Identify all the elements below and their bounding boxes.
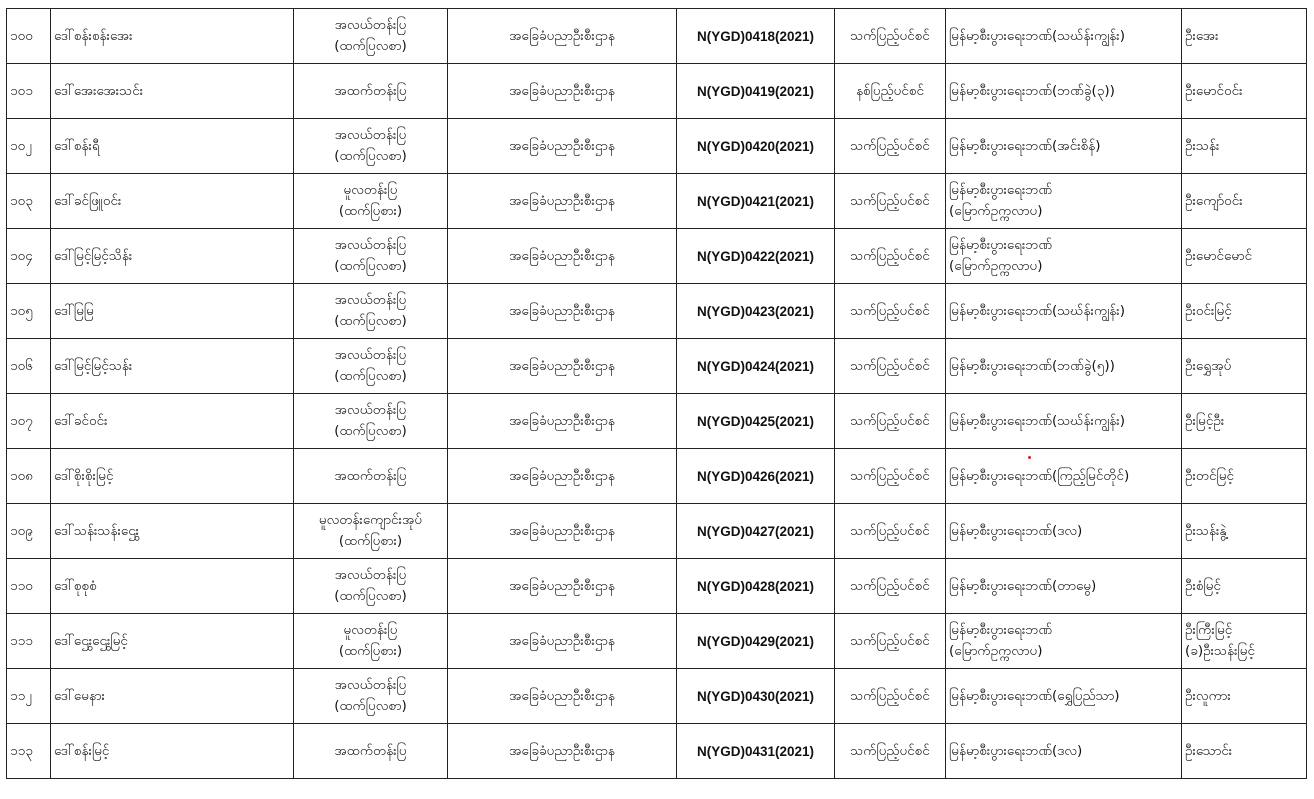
bank-branch-cell xyxy=(946,559,1182,614)
teacher-level-cell-line: (ထက်ပြစား) xyxy=(338,643,403,659)
father-name-cell xyxy=(1182,284,1307,339)
bank-branch-cell xyxy=(946,9,1182,64)
teacher-level-cell xyxy=(294,119,448,174)
row-number-cell: ၁၁၀ xyxy=(7,559,51,614)
bank-branch-cell xyxy=(946,504,1182,559)
teacher-level-cell xyxy=(294,394,448,449)
department-cell: အခြေခံပညာဦးစီးဌာန xyxy=(448,504,677,559)
department-cell: အခြေခံပညာဦးစီးဌာန xyxy=(448,559,677,614)
pension-type-cell: သက်ပြည့်ပင်စင် xyxy=(835,394,946,449)
father-name-cell-line: ဦးကြီးမြင့် xyxy=(1185,622,1233,638)
department-cell: အခြေခံပညာဦးစီးဌာန xyxy=(448,119,677,174)
teacher-level-cell xyxy=(294,284,448,339)
father-name-cell-line: ဦးမောင်ဝင်း xyxy=(1185,82,1243,99)
registration-cell: N(YGD)0419(2021) xyxy=(677,64,835,119)
bank-branch-cell xyxy=(946,669,1182,724)
teacher-level-cell xyxy=(294,9,448,64)
pension-type-cell: နစ်ပြည့်ပင်စင် xyxy=(835,64,946,119)
table-body xyxy=(7,9,1307,779)
name-cell: ဒေါ်မြင့်မြင့်သိန်း xyxy=(51,229,294,284)
father-name-cell-line: ဦးမောင်မောင် xyxy=(1185,247,1253,264)
pension-type-cell: သက်ပြည့်ပင်စင် xyxy=(835,284,946,339)
father-name-cell-line: (ခ)ဦးသန်းမြင့် xyxy=(1185,643,1255,659)
teacher-level-cell xyxy=(294,614,448,669)
name-cell: ဒေါ်ဌွေးဌွေးမြင့် xyxy=(51,614,294,669)
name-cell: ဒေါ်စန်းရီ xyxy=(51,119,294,174)
registration-cell: N(YGD)0420(2021) xyxy=(677,119,835,174)
department-cell: အခြေခံပညာဦးစီးဌာန xyxy=(448,339,677,394)
department-cell: အခြေခံပညာဦးစီးဌာန xyxy=(448,724,677,779)
registration-cell: N(YGD)0423(2021) xyxy=(677,284,835,339)
table-row xyxy=(7,504,1307,559)
name-cell: ဒေါ်မြမြ xyxy=(51,284,294,339)
department-cell: အခြေခံပညာဦးစီးဌာန xyxy=(448,64,677,119)
teacher-level-cell xyxy=(294,504,448,559)
father-name-cell xyxy=(1182,394,1307,449)
bank-branch-cell-line: (မြောက်ဥက္ကလာပ) xyxy=(949,643,1043,659)
bank-branch-cell-line: မြန်မာ့စီးပွားရေးဘဏ်(သဃ်န်းကျွန်း) xyxy=(949,27,1125,44)
father-name-cell xyxy=(1182,174,1307,229)
bank-branch-cell xyxy=(946,614,1182,669)
father-name-cell xyxy=(1182,724,1307,779)
name-cell: ဒေါ်သန်းသန်းဌွေး xyxy=(51,504,294,559)
teacher-level-cell-line: အလယ်တန်းပြ xyxy=(334,567,407,583)
pension-type-cell: သက်ပြည့်ပင်စင် xyxy=(835,9,946,64)
name-cell: ဒေါ်ခင်ဝင်း xyxy=(51,394,294,449)
teacher-level-cell-line: အလယ်တန်းပြ xyxy=(334,292,407,308)
teacher-level-cell-line: (ထက်ပြလစာ) xyxy=(334,368,407,384)
registration-cell: N(YGD)0426(2021) xyxy=(677,449,835,504)
pension-type-cell: သက်ပြည့်ပင်စင် xyxy=(835,174,946,229)
pension-type-cell: သက်ပြည့်ပင်စင် xyxy=(835,449,946,504)
row-number-cell: ၁၁၁ xyxy=(7,614,51,669)
teacher-level-cell-line: အထက်တန်းပြ xyxy=(334,82,407,99)
father-name-cell xyxy=(1182,449,1307,504)
father-name-cell xyxy=(1182,64,1307,119)
red-dot-mark xyxy=(1028,456,1031,459)
father-name-cell xyxy=(1182,559,1307,614)
father-name-cell xyxy=(1182,504,1307,559)
department-cell: အခြေခံပညာဦးစီးဌာန xyxy=(448,9,677,64)
bank-branch-cell xyxy=(946,284,1182,339)
table-row xyxy=(7,284,1307,339)
row-number-cell: ၁၀၉ xyxy=(7,504,51,559)
bank-branch-cell-line: (မြောက်ဥက္ကလာပ) xyxy=(949,203,1043,219)
bank-branch-cell xyxy=(946,119,1182,174)
department-cell: အခြေခံပညာဦးစီးဌာန xyxy=(448,284,677,339)
father-name-cell-line: ဦးသန်း xyxy=(1185,137,1220,154)
table-row xyxy=(7,174,1307,229)
bank-branch-cell xyxy=(946,174,1182,229)
father-name-cell xyxy=(1182,9,1307,64)
pension-type-cell: သက်ပြည့်ပင်စင် xyxy=(835,669,946,724)
father-name-cell-line: ဦးအေး xyxy=(1185,27,1219,44)
registration-cell: N(YGD)0424(2021) xyxy=(677,339,835,394)
table-row xyxy=(7,9,1307,64)
name-cell: ဒေါ်စန်းစန်းအေး xyxy=(51,9,294,64)
teacher-level-cell xyxy=(294,724,448,779)
pension-type-cell: သက်ပြည့်ပင်စင် xyxy=(835,504,946,559)
teacher-level-cell-line: အလယ်တန်းပြ xyxy=(334,237,407,253)
teacher-level-cell-line: မူလတန်းပြ xyxy=(343,622,398,638)
teacher-level-cell xyxy=(294,449,448,504)
bank-branch-cell-line: မြန်မာ့စီးပွားရေးဘဏ်(သဃ်န်းကျွန်း) xyxy=(949,412,1125,429)
department-cell: အခြေခံပညာဦးစီးဌာန xyxy=(448,174,677,229)
bank-branch-cell-line: မြန်မာ့စီးပွားရေးဘဏ် xyxy=(949,237,1053,253)
table-row xyxy=(7,119,1307,174)
teacher-level-cell-line: (ထက်ပြလစာ) xyxy=(334,423,407,439)
teacher-level-cell-line: (ထက်ပြလစာ) xyxy=(334,698,407,714)
father-name-cell-line: ဦးစံမြင့် xyxy=(1185,577,1221,594)
registration-cell: N(YGD)0427(2021) xyxy=(677,504,835,559)
table-row xyxy=(7,559,1307,614)
teacher-level-cell-line: (ထက်ပြလစာ) xyxy=(334,588,407,604)
teacher-level-cell xyxy=(294,339,448,394)
row-number-cell: ၁၀၀ xyxy=(7,9,51,64)
bank-branch-cell-line: မြန်မာ့စီးပွားရေးဘဏ်(ဘဏ်ခွဲ(၅)) xyxy=(949,357,1115,374)
table-row xyxy=(7,449,1307,504)
registration-cell: N(YGD)0425(2021) xyxy=(677,394,835,449)
row-number-cell: ၁၀၂ xyxy=(7,119,51,174)
pension-type-cell: သက်ပြည့်ပင်စင် xyxy=(835,724,946,779)
father-name-cell xyxy=(1182,119,1307,174)
teacher-level-cell-line: (ထက်ပြစား) xyxy=(338,533,403,549)
row-number-cell: ၁၀၇ xyxy=(7,394,51,449)
teacher-level-cell-line: အထက်တန်းပြ xyxy=(334,742,407,759)
name-cell: ဒေါ်စုစုစံ xyxy=(51,559,294,614)
pension-type-cell: သက်ပြည့်ပင်စင် xyxy=(835,339,946,394)
pension-type-cell: သက်ပြည့်ပင်စင် xyxy=(835,614,946,669)
bank-branch-cell-line: မြန်မာ့စီးပွားရေးဘဏ်(ဒလ) xyxy=(949,522,1083,539)
department-cell: အခြေခံပညာဦးစီးဌာန xyxy=(448,669,677,724)
father-name-cell xyxy=(1182,614,1307,669)
row-number-cell: ၁၀၃ xyxy=(7,174,51,229)
bank-branch-cell-line: မြန်မာ့စီးပွားရေးဘဏ်(ဘဏ်ခွဲ(၃)) xyxy=(949,82,1115,99)
department-cell: အခြေခံပညာဦးစီးဌာန xyxy=(448,449,677,504)
father-name-cell-line: ဦးမြင့်ဦး xyxy=(1185,412,1225,429)
teacher-level-cell-line: (ထက်ပြလစာ) xyxy=(334,258,407,274)
father-name-cell xyxy=(1182,339,1307,394)
teacher-level-cell xyxy=(294,229,448,284)
bank-branch-cell-line: မြန်မာ့စီးပွားရေးဘဏ် xyxy=(949,622,1053,638)
teacher-level-cell-line: (ထက်ပြလစာ) xyxy=(334,38,407,54)
teacher-level-cell-line: (ထက်ပြလစာ) xyxy=(334,313,407,329)
table-row xyxy=(7,394,1307,449)
teacher-level-cell xyxy=(294,669,448,724)
father-name-cell-line: ဦးရွှေအုပ် xyxy=(1185,357,1232,374)
bank-branch-cell-line: မြန်မာ့စီးပွားရေးဘဏ်(ကြည့်မြင်တိုင်) xyxy=(949,467,1130,484)
teacher-level-cell xyxy=(294,559,448,614)
registration-cell: N(YGD)0428(2021) xyxy=(677,559,835,614)
teacher-level-cell-line: အလယ်တန်းပြ xyxy=(334,17,407,33)
father-name-cell-line: ဦးသန်းနွဲ့ xyxy=(1185,522,1227,539)
table-row xyxy=(7,614,1307,669)
bank-branch-cell xyxy=(946,394,1182,449)
table-row xyxy=(7,339,1307,394)
registration-cell: N(YGD)0430(2021) xyxy=(677,669,835,724)
name-cell: ဒေါ်စန်းမြင့် xyxy=(51,724,294,779)
father-name-cell-line: ဦးသောင်း xyxy=(1185,742,1233,759)
table-row xyxy=(7,64,1307,119)
row-number-cell: ၁၀၆ xyxy=(7,339,51,394)
bank-branch-cell-line: မြန်မာ့စီးပွားရေးဘဏ်(သဃ်န်းကျွန်း) xyxy=(949,302,1125,319)
department-cell: အခြေခံပညာဦးစီးဌာန xyxy=(448,614,677,669)
teacher-level-cell-line: အလယ်တန်းပြ xyxy=(334,127,407,143)
father-name-cell-line: ဦးကျော်ဝင်း xyxy=(1185,192,1243,209)
row-number-cell: ၁၁၂ xyxy=(7,669,51,724)
name-cell: ဒေါ်စိုးစိုးမြင့် xyxy=(51,449,294,504)
name-cell: ဒေါ်အေးအေးသင်း xyxy=(51,64,294,119)
registration-cell: N(YGD)0418(2021) xyxy=(677,9,835,64)
registration-cell: N(YGD)0421(2021) xyxy=(677,174,835,229)
bank-branch-cell-line: မြန်မာ့စီးပွားရေးဘဏ်(အင်းစိန်) xyxy=(949,137,1101,154)
bank-branch-cell-line: မြန်မာ့စီးပွားရေးဘဏ်(ဒလ) xyxy=(949,742,1083,759)
row-number-cell: ၁၀၁ xyxy=(7,64,51,119)
department-cell: အခြေခံပညာဦးစီးဌာန xyxy=(448,394,677,449)
bank-branch-cell xyxy=(946,724,1182,779)
pension-type-cell: သက်ပြည့်ပင်စင် xyxy=(835,119,946,174)
table-row xyxy=(7,669,1307,724)
row-number-cell: ၁၀၈ xyxy=(7,449,51,504)
teacher-level-cell-line: (ထက်ပြလစာ) xyxy=(334,148,407,164)
pension-type-cell: သက်ပြည့်ပင်စင် xyxy=(835,559,946,614)
row-number-cell: ၁၀၄ xyxy=(7,229,51,284)
bank-branch-cell-line: မြန်မာ့စီးပွားရေးဘဏ် xyxy=(949,182,1053,198)
bank-branch-cell xyxy=(946,339,1182,394)
name-cell: ဒေါ်မေနား xyxy=(51,669,294,724)
father-name-cell xyxy=(1182,229,1307,284)
teacher-level-cell-line: မူလတန်းပြ xyxy=(343,182,398,198)
table-row xyxy=(7,229,1307,284)
father-name-cell-line: ဦးဝင်းမြင့် xyxy=(1185,302,1232,319)
name-cell: ဒေါ်မြင့်မြင့်သန်း xyxy=(51,339,294,394)
teacher-level-cell-line: အလယ်တန်းပြ xyxy=(334,402,407,418)
teacher-level-cell-line: အလယ်တန်းပြ xyxy=(334,347,407,363)
bank-branch-cell-line: မြန်မာ့စီးပွားရေးဘဏ်(တာမွေ) xyxy=(949,577,1097,594)
bank-branch-cell xyxy=(946,229,1182,284)
father-name-cell xyxy=(1182,669,1307,724)
registration-cell: N(YGD)0431(2021) xyxy=(677,724,835,779)
row-number-cell: ၁၁၃ xyxy=(7,724,51,779)
department-cell: အခြေခံပညာဦးစီးဌာန xyxy=(448,229,677,284)
father-name-cell-line: ဦးတင်မြင့် xyxy=(1185,467,1235,484)
table-row xyxy=(7,724,1307,779)
father-name-cell-line: ဦးလူကား xyxy=(1185,687,1231,704)
registration-cell: N(YGD)0429(2021) xyxy=(677,614,835,669)
teacher-level-cell xyxy=(294,64,448,119)
teacher-level-cell-line: မူလတန်းကျောင်းအုပ် xyxy=(318,512,423,528)
teacher-level-cell-line: အလယ်တန်းပြ xyxy=(334,677,407,693)
teacher-level-cell-line: အထက်တန်းပြ xyxy=(334,467,407,484)
name-cell: ဒေါ်ခင်ဖြူဝင်း xyxy=(51,174,294,229)
bank-branch-cell-line: မြန်မာ့စီးပွားရေးဘဏ်(ရွှေပြည်သာ) xyxy=(949,687,1120,704)
pension-records-table xyxy=(6,8,1307,779)
teacher-level-cell xyxy=(294,174,448,229)
registration-cell: N(YGD)0422(2021) xyxy=(677,229,835,284)
teacher-level-cell-line: (ထက်ပြစား) xyxy=(338,203,403,219)
bank-branch-cell-line: (မြောက်ဥက္ကလာပ) xyxy=(949,258,1043,274)
bank-branch-cell xyxy=(946,64,1182,119)
row-number-cell: ၁၀၅ xyxy=(7,284,51,339)
bank-branch-cell xyxy=(946,449,1182,504)
pension-type-cell: သက်ပြည့်ပင်စင် xyxy=(835,229,946,284)
